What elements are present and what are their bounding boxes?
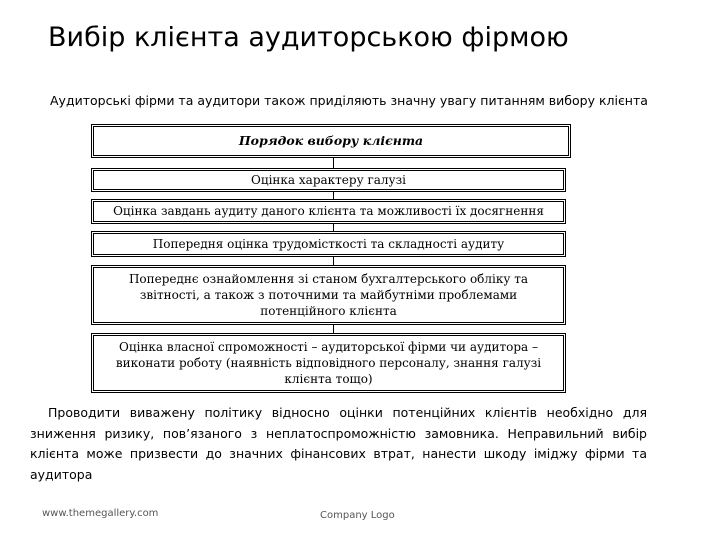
intro-text: Аудиторські фірми та аудитори також приділяють значну увагу питанням вибору клієнта [50,93,648,108]
slide-title: Вибір клієнта аудиторською фірмою [48,22,569,53]
flow-step-label: Оцінка характеру галузі [251,172,406,187]
flow-step-box [91,231,566,257]
flow-step-box [91,168,566,192]
flow-header-label: Порядок вибору клієнта [238,132,424,148]
flow-step-label: Оцінка власної спроможності – аудиторської фірми чи аудитора – виконати роботу (наявність відповідного персоналу, знання галузі клієнта тощо) [115,339,542,387]
footer-website: www.themegallery.com [42,508,159,519]
flow-step-label: Оцінка завдань аудиту даного клієнта та можливості їх досягнення [113,204,544,219]
flow-step-box [91,265,566,325]
flow-header-box [91,124,571,158]
flow-step-box [91,333,566,393]
flow-step-box [91,199,566,224]
footer-company-logo: Company Logo [320,510,395,521]
flow-step-label: Попередня оцінка трудомісткості та складності аудиту [152,236,505,251]
flow-step-label: Попереднє ознайомлення зі станом бухгалтерського обліку та звітності, а також з поточними та майбутніми проблемами потенційного клієнта [128,271,529,319]
body-paragraph: Проводити виважену політику відносно оцінки потенційних клієнтів необхідно для зниження ризику, пов’язаного з неплатоспроможністю замовника. Неправильний вибір клієнта може призвести до значних фінансових втрат, нанести шкоду іміджу фірми та аудитора [30,405,647,482]
